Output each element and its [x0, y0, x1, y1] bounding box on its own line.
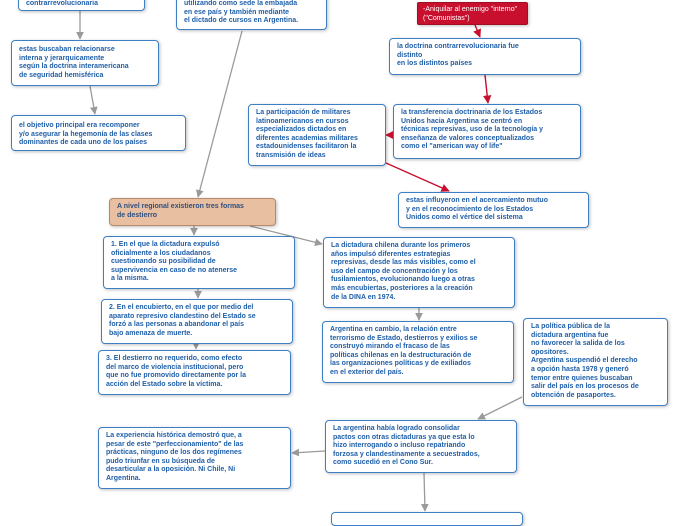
node-destierro-no-requerido[interactable]: 3. El destierro no requerido, como efecto del marco de violencia institucional, pero que no fue promovido directamente por la acción del Estado sobre la víctima.: [98, 350, 291, 395]
node-central-tres-formas-destierro[interactable]: A nivel regional existieron tres formas de destierro: [109, 198, 276, 226]
node-expulsion-oficial[interactable]: 1. En el que la dictadura expulsó oficialmente a los ciudadanos cuestionando su posibilidad de supervivencia en caso de no atenerse a la misma.: [103, 236, 295, 289]
link-participacion-to-influyeron: [386, 163, 449, 191]
link-logrado-to-experiencia: [292, 451, 325, 453]
node-embajada-cursos[interactable]: utilizando como sede la embajada en ese país y también mediante el dictado de cursos en Argentina.: [176, 0, 327, 30]
node-objetivo-principal[interactable]: el objetivo principal era recomponer y/o asegurar la hegemonía de las clases dominantes de cada uno de los países: [11, 115, 186, 151]
node-transferencia-doctrinaria[interactable]: la transferencia doctrinaria de los Estados Unidos hacia Argentina se centró en técnicas represivas, uso de la tecnología y enseñanza de valores conceptualizados como el "american way of life": [393, 104, 581, 159]
link-red-to-doctrina: [475, 25, 480, 37]
node-pactos-dictaduras[interactable]: La argentina había logrado consolidar pactos con otras dictaduras ya que esta lo hizo interrogando o incluso repatriando forzosa y clandestinamente a secuestrados, como sucedió en el Cono Sur.: [325, 420, 517, 473]
node-politica-publica[interactable]: La política pública de la dictadura argentina fue no favorecer la salida de los opositores. Argentina suspendió el derecho a opción hasta 1978 y generó temor entre quienes buscaban salir del país en los procesos de obtención de pasaportes.: [523, 318, 668, 406]
node-aniquilar-enemigo[interactable]: -Aniquilar al enemigo "interno" ("Comunistas"): [417, 2, 528, 25]
node-doctrina-distinta[interactable]: la doctrina contrarrevolucionaria fue distinto en los distintos países: [389, 38, 581, 75]
node-influyeron-acercamiento[interactable]: estas influyeron en el acercamiento mutuo y en el reconocimiento de los Estados Unidos como el vértice del sistema: [398, 192, 589, 228]
link-top-center-to-central: [198, 31, 242, 197]
link-buscaban-to-objetivo: [90, 86, 95, 114]
node-bottom-partial[interactable]: [331, 512, 523, 526]
node-contrarrevolucionaria[interactable]: contrarrevolucionaria: [18, 0, 145, 11]
node-experiencia-historica[interactable]: La experiencia histórica demostró que, a pesar de este "perfeccionamiento" de las prácticas, ninguno de los dos regímenes pudo triunfar en su búsqueda de desarticular a la oposición. Ni Chile, Ni Argentina.: [98, 427, 291, 489]
node-participacion-militares[interactable]: La participación de militares latinoamericanos en cursos especializados dictados en diferentes academias militares estadounidenses facilitaron la transmisión de ideas: [248, 104, 386, 166]
node-dictadura-chilena[interactable]: La dictadura chilena durante los primeros años impulsó diferentes estrategias represivas, desde las más visibles, como el uso del campo de concentración y los fusilamientos, evolucionando luego a otras más encubiertas, posteriores a la creación de la DINA en 1974.: [323, 237, 515, 308]
link-doctrina-to-transferencia: [485, 75, 488, 103]
node-destierro-encubierto[interactable]: 2. En el encubierto, en el que por medio del aparato represivo clandestino del Estado se forzó a las personas a abandonar el país bajo amenaza de muerte.: [101, 299, 293, 344]
link-logrado-to-bottom: [424, 473, 425, 511]
link-politica-to-logrado: [478, 397, 522, 419]
node-argentina-relacion[interactable]: Argentina en cambio, la relación entre terrorismo de Estado, destierros y exilios se construyó mirando el fracaso de las políticas chilenas en la destructuración de las organizaciones políticas y de exiliados en el exterior del país.: [322, 321, 514, 383]
node-buscaban-relacionarse[interactable]: estas buscaban relacionarse interna y jerarquicamente según la doctrina interamericana de seguridad hemisférica: [11, 40, 159, 86]
